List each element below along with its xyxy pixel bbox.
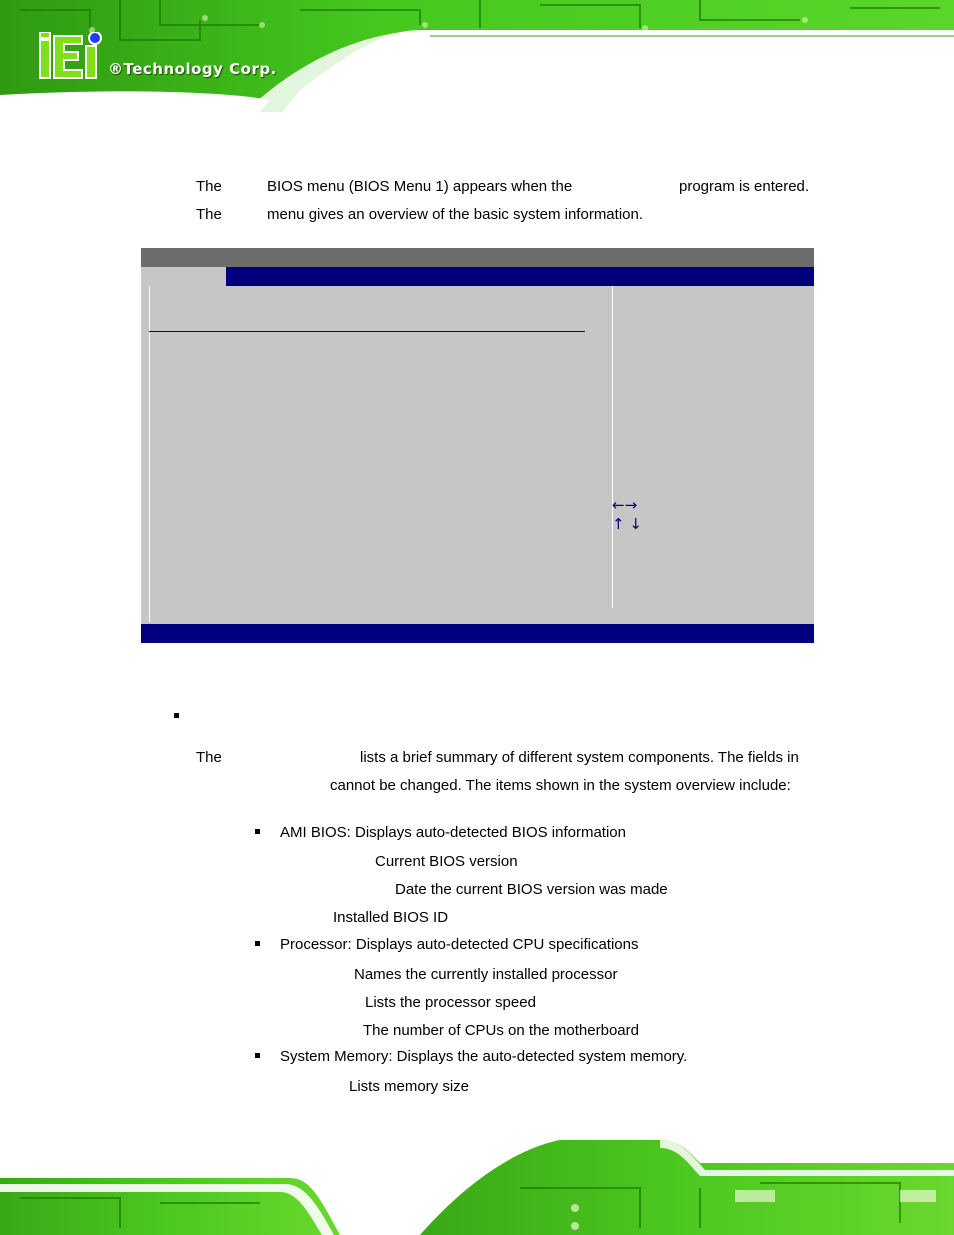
list-bullet-icon <box>255 829 260 834</box>
item-ami-bios: AMI BIOS: Displays auto-detected BIOS information <box>280 824 626 841</box>
up-down-arrows-icon: ↑ ↓ <box>612 515 642 533</box>
left-right-arrows-icon: ←→ <box>612 496 638 514</box>
bios-tab-2[interactable] <box>226 267 310 286</box>
iei-logo <box>38 32 106 80</box>
footer-banner <box>0 1128 954 1235</box>
list-bullet-icon <box>255 941 260 946</box>
bios-menu-screenshot <box>141 248 814 643</box>
bios-tab-6[interactable] <box>562 267 646 286</box>
item-proc-speed: Lists the processor speed <box>365 994 536 1011</box>
section-bullet-icon <box>174 713 179 718</box>
bios-separator-line <box>149 331 585 332</box>
logo-text: ®Technology Corp. <box>108 60 277 78</box>
item-mem-size: Lists memory size <box>349 1078 470 1095</box>
intro-line2-the: The <box>196 206 222 223</box>
bios-status-bar <box>141 624 814 643</box>
iei-logo-icon <box>38 32 106 80</box>
intro-line1-middle: BIOS menu (BIOS Menu 1) appears when the <box>267 178 573 195</box>
overview-line2: cannot be changed. The items shown in the system overview include: <box>330 777 791 794</box>
intro-line1-the: The <box>196 178 222 195</box>
bios-tab-3[interactable] <box>310 267 394 286</box>
bios-left-border <box>149 286 150 622</box>
item-proc-type: Names the currently installed processor <box>354 966 618 983</box>
circuit-board-header-graphic <box>0 0 954 112</box>
intro-line2-middle: menu gives an overview of the basic system information. <box>267 206 644 223</box>
item-memory: System Memory: Displays the auto-detected system memory. <box>280 1048 688 1065</box>
bios-tab-8[interactable] <box>730 267 814 286</box>
bios-tab-main[interactable] <box>141 267 226 286</box>
bios-nav-keys <box>612 496 642 534</box>
list-bullet-icon <box>255 1053 260 1058</box>
bios-tab-5[interactable] <box>478 267 562 286</box>
intro-line1-end: program is entered. <box>679 178 810 195</box>
circuit-board-footer-graphic <box>0 1128 954 1235</box>
bios-help-divider <box>612 286 613 608</box>
bios-title-bar <box>141 248 814 267</box>
overview-line1-rest: lists a brief summary of different system components. The fields in <box>360 749 799 766</box>
item-ami-id: Installed BIOS ID <box>333 909 449 926</box>
bios-tab-7[interactable] <box>646 267 730 286</box>
item-processor: Processor: Displays auto-detected CPU specifications <box>280 936 639 953</box>
bios-tab-4[interactable] <box>394 267 478 286</box>
overview-line1-the: The <box>196 749 222 766</box>
item-ami-date: Date the current BIOS version was made <box>395 881 668 898</box>
item-ami-version: Current BIOS version <box>375 853 518 870</box>
header-banner <box>0 0 954 112</box>
item-proc-count: The number of CPUs on the motherboard <box>363 1022 639 1039</box>
